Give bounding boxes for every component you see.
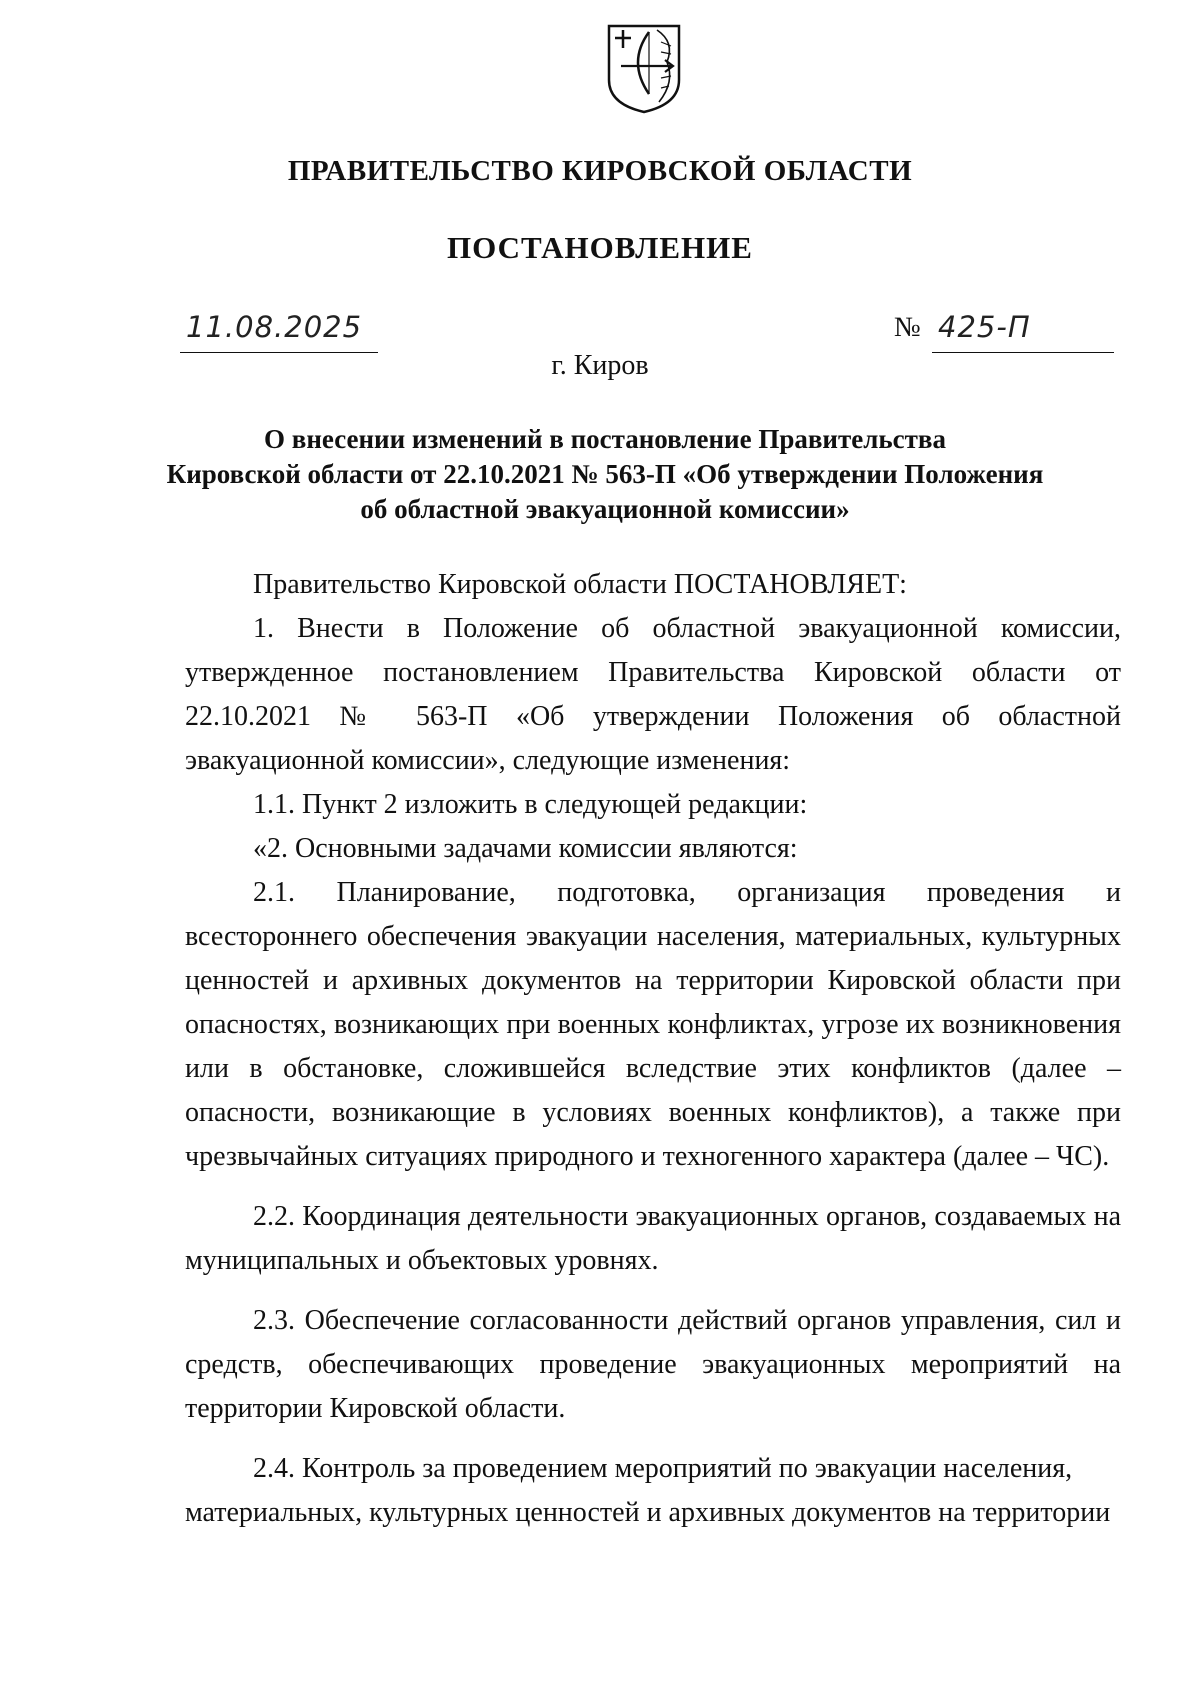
title-line: О внесении изменений в постановление Правительства: [264, 424, 946, 454]
paragraph-2-1: 2.1. Планирование, подготовка, организация проведения и всестороннего обеспечения эвакуации населения, материальных, культурных ценностей и архивных документов на территории Кировской области при опасностях, возникающих при военных конфликтах, угрозе их возникновения или в обстановке, сложившейся вследствие этих конфликтов (далее – опасности, возникающие в условиях военных конфликтов), а также при чрезвычайных ситуациях природного и техногенного характера (далее – ЧС).: [185, 877, 1121, 1172]
paragraph-2-4: 2.4. Контроль за проведением мероприятий по эвакуации населения, материальных, культурных ценностей и архивных документов на территории: [185, 1453, 1111, 1528]
paragraph-2-3: 2.3. Обеспечение согласованности действий органов управления, сил и средств, обеспечивающих проведение эвакуационных мероприятий на территории Кировской области.: [185, 1305, 1121, 1424]
paragraph-1: 1. Внести в Положение об областной эвакуационной комиссии, утвержденное постановлением Правительства Кировской области от 22.10.2021 № 563-П «Об утверждении Положения об областной эвакуационной комиссии», следующие изменения:: [185, 613, 1121, 776]
decree-title: [160, 422, 1050, 527]
decree-number: 425-П: [938, 310, 1031, 344]
paragraph-1-1: 1.1. Пункт 2 изложить в следующей редакции:: [253, 789, 808, 820]
title-line: Кировской области от 22.10.2021 № 563-П «Об утверждении Положения: [166, 459, 1044, 489]
city-name: г. Киров: [551, 350, 649, 381]
date-field: [180, 310, 378, 353]
number-field: [932, 310, 1114, 353]
number-label: №: [894, 312, 921, 343]
paragraph-2-2: 2.2. Координация деятельности эвакуационных органов, создаваемых на муниципальных и объектовых уровнях.: [185, 1201, 1121, 1276]
government-name: ПРАВИТЕЛЬСТВО КИРОВСКОЙ ОБЛАСТИ: [287, 155, 913, 187]
document-type: ПОСТАНОВЛЕНИЕ: [447, 230, 753, 265]
decree-date: 11.08.2025: [186, 310, 363, 344]
decree-body: [185, 563, 1121, 1535]
paragraph-2: «2. Основными задачами комиссии являются:: [253, 833, 798, 864]
coat-of-arms-emblem: [603, 22, 685, 114]
title-line: об областной эвакуационной комиссии»: [360, 494, 850, 524]
intro-paragraph: Правительство Кировской области ПОСТАНОВЛЯЕТ:: [253, 569, 907, 600]
